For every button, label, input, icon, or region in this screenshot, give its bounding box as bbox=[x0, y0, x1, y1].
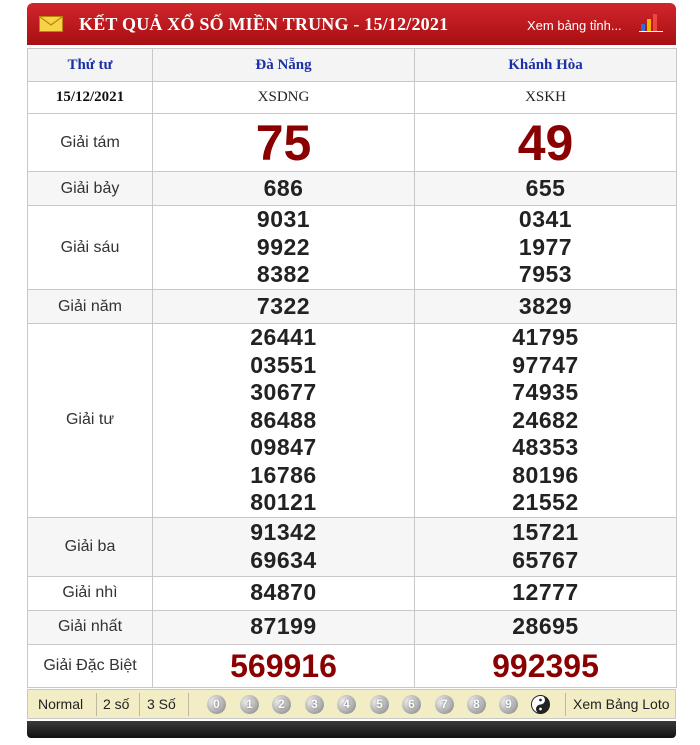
prize-number: 9922 bbox=[256, 233, 311, 260]
prize-number: 48353 bbox=[512, 434, 579, 460]
prize-number: 8382 bbox=[256, 261, 311, 288]
normal-view-button[interactable]: Normal bbox=[38, 696, 84, 712]
prize-number: 65767 bbox=[512, 546, 579, 573]
prize-number: 87199 bbox=[250, 613, 317, 640]
province-code-danang: XSDNG bbox=[153, 82, 415, 114]
prize-number: 7322 bbox=[256, 292, 311, 319]
province-code-khanhhoa: XSKH bbox=[415, 82, 677, 114]
digit-4-filter-button[interactable]: 4 bbox=[337, 695, 356, 714]
prize-number: 30677 bbox=[250, 379, 317, 405]
prize-label: Giải bảy bbox=[28, 172, 153, 206]
prize-number: 28695 bbox=[512, 613, 579, 640]
divider bbox=[96, 693, 97, 716]
prize-number: 12777 bbox=[512, 579, 579, 606]
results-panel bbox=[27, 3, 676, 738]
prize-number: 1977 bbox=[518, 233, 573, 260]
prize-number: 03551 bbox=[250, 351, 317, 378]
province-name-khanhhoa[interactable]: Khánh Hòa bbox=[415, 49, 677, 82]
prize-number: 21552 bbox=[512, 489, 579, 515]
two-digit-view-button[interactable]: 2 số bbox=[103, 696, 130, 712]
prize-row-g8 bbox=[28, 114, 677, 172]
day-label: Thứ tư bbox=[28, 49, 153, 82]
header-bar bbox=[27, 3, 676, 45]
prize-number: 97747 bbox=[512, 351, 579, 378]
digit-9-filter-button[interactable]: 9 bbox=[499, 695, 518, 714]
prize-number: 15721 bbox=[512, 519, 579, 545]
digit-1-filter-button[interactable]: 1 bbox=[240, 695, 259, 714]
prize-row-g4 bbox=[28, 324, 677, 518]
prize-row-special bbox=[28, 644, 677, 687]
display-options-bar bbox=[27, 689, 676, 719]
view-loto-table-button[interactable]: Xem Bảng Loto bbox=[573, 696, 670, 712]
prize-label: Giải sáu bbox=[28, 206, 153, 290]
prize-number: 80196 bbox=[512, 461, 579, 488]
prize-number: 49 bbox=[517, 114, 574, 171]
prize-row-g6 bbox=[28, 206, 677, 290]
prize-number: 74935 bbox=[512, 379, 579, 405]
prize-number: 26441 bbox=[250, 324, 317, 350]
divider bbox=[139, 693, 140, 716]
prize-number: 655 bbox=[525, 174, 566, 201]
prize-number: 24682 bbox=[512, 406, 579, 433]
prize-row-g3 bbox=[28, 517, 677, 576]
prize-label: Giải Đặc Biệt bbox=[28, 644, 153, 687]
divider bbox=[565, 693, 566, 716]
prize-number: 86488 bbox=[250, 406, 317, 433]
draw-date: 15/12/2021 bbox=[28, 82, 153, 114]
prize-number: 3829 bbox=[518, 292, 573, 319]
prize-number: 91342 bbox=[250, 519, 317, 545]
prize-label: Giải nhất bbox=[28, 610, 153, 644]
prize-number: 69634 bbox=[250, 546, 317, 573]
page-title: KẾT QUẢ XỔ SỐ MIỀN TRUNG - 15/12/2021 bbox=[79, 14, 449, 34]
prize-row-g7 bbox=[28, 172, 677, 206]
prize-number: 41795 bbox=[512, 324, 579, 350]
prize-label: Giải năm bbox=[28, 290, 153, 324]
prize-number: 686 bbox=[263, 174, 304, 201]
prize-label: Giải nhì bbox=[28, 576, 153, 610]
divider bbox=[188, 693, 189, 716]
prize-label: Giải tư bbox=[28, 324, 153, 518]
table-header-row bbox=[28, 49, 677, 82]
prize-number: 7953 bbox=[518, 261, 573, 288]
chart-icon[interactable] bbox=[639, 12, 663, 32]
results-table bbox=[27, 48, 677, 688]
prize-number: 84870 bbox=[250, 579, 317, 606]
table-code-row bbox=[28, 82, 677, 114]
three-digit-view-button[interactable]: 3 Số bbox=[147, 696, 176, 712]
bottom-bar bbox=[27, 721, 676, 738]
province-name-danang[interactable]: Đà Nẵng bbox=[153, 49, 415, 82]
prize-label: Giải tám bbox=[28, 114, 153, 172]
prize-number: 16786 bbox=[250, 461, 317, 488]
yin-yang-icon[interactable] bbox=[531, 695, 550, 714]
prize-number: 80121 bbox=[250, 489, 317, 515]
prize-number: 09847 bbox=[250, 434, 317, 460]
prize-number: 9031 bbox=[256, 206, 311, 233]
view-provinces-link[interactable]: Xem bảng tỉnh... bbox=[527, 18, 622, 33]
prize-row-g1 bbox=[28, 610, 677, 644]
digit-5-filter-button[interactable]: 5 bbox=[370, 695, 389, 714]
mail-icon bbox=[39, 16, 63, 32]
prize-number: 0341 bbox=[518, 206, 573, 233]
special-prize-number: 992395 bbox=[492, 647, 599, 684]
digit-2-filter-button[interactable]: 2 bbox=[272, 695, 291, 714]
prize-row-g2 bbox=[28, 576, 677, 610]
digit-8-filter-button[interactable]: 8 bbox=[467, 695, 486, 714]
special-prize-number: 569916 bbox=[230, 647, 337, 684]
digit-7-filter-button[interactable]: 7 bbox=[435, 695, 454, 714]
digit-3-filter-button[interactable]: 3 bbox=[305, 695, 324, 714]
prize-row-g5 bbox=[28, 290, 677, 324]
digit-0-filter-button[interactable]: 0 bbox=[207, 695, 226, 714]
prize-number: 75 bbox=[255, 114, 312, 171]
digit-6-filter-button[interactable]: 6 bbox=[402, 695, 421, 714]
prize-label: Giải ba bbox=[28, 517, 153, 576]
